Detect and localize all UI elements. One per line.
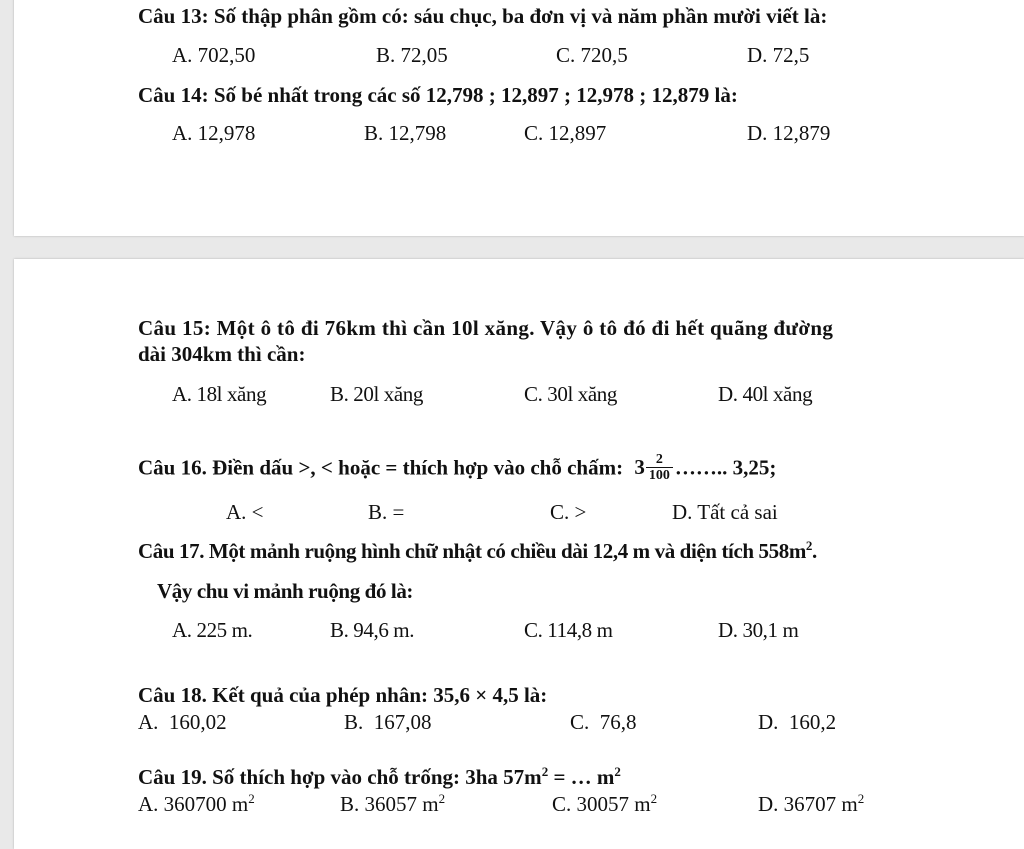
q15-option-a: A. 18l xăng <box>172 382 267 406</box>
q14-option-c: C. 12,897 <box>524 121 607 145</box>
q19-option-c-text: C. 30057 m <box>552 792 651 816</box>
q15-option-b: B. 20l xăng <box>330 382 424 406</box>
q19-option-a <box>138 792 255 816</box>
q19-superscript-1: 2 <box>541 764 549 779</box>
question-15-line-1: Câu 15: Một ô tô đi 76km thì cần 10l xăng. Vậy ô tô đó đi hết quãng đường <box>138 316 834 340</box>
q19-option-d-text: D. 36707 m <box>758 792 858 816</box>
q16-option-d: D. Tất cả sai <box>672 500 778 524</box>
q18-option-d: D. 160,2 <box>758 710 837 734</box>
document-page-2 <box>14 259 1024 849</box>
document-page-1 <box>14 0 1024 236</box>
q15-option-d: D. 40l xăng <box>718 382 813 406</box>
q16-fraction <box>646 452 673 483</box>
q19-option-b-text: B. 36057 m <box>340 792 439 816</box>
q19-option-c <box>552 792 657 816</box>
q16-question-suffix: …….. 3,25; <box>674 455 777 480</box>
q13-option-a: A. 702,50 <box>172 43 256 67</box>
question-19 <box>138 765 621 789</box>
q17-option-a: A. 225 m. <box>172 618 253 642</box>
q17-option-b: B. 94,6 m. <box>330 618 415 642</box>
q16-option-b: B. = <box>368 500 405 524</box>
question-17-line-1 <box>138 539 817 563</box>
q19-superscript-2: 2 <box>614 764 621 779</box>
q16-fraction-denominator: 100 <box>646 467 673 483</box>
q19-option-a-text: A. 360700 m <box>138 792 249 816</box>
question-16 <box>138 454 776 485</box>
q14-option-b: B. 12,798 <box>364 121 447 145</box>
q19-question-prefix: Câu 19. Số thích hợp vào chỗ trống: 3ha 57m <box>138 765 542 789</box>
q13-option-b: B. 72,05 <box>376 43 448 67</box>
q13-option-c: C. 720,5 <box>556 43 628 67</box>
q14-option-d: D. 12,879 <box>747 121 831 145</box>
q19-option-b-sup: 2 <box>438 791 446 806</box>
q16-fraction-numerator: 2 <box>655 452 663 467</box>
q19-option-b <box>340 792 445 816</box>
q19-option-c-sup: 2 <box>650 791 658 806</box>
q19-question-mid: = … m <box>548 765 615 789</box>
q17-area-superscript: 2 <box>805 538 813 553</box>
question-15-line-2: dài 304km thì cần: <box>138 342 306 366</box>
q16-option-c: C. > <box>550 500 587 524</box>
q19-option-d <box>758 792 864 816</box>
q19-option-a-sup: 2 <box>248 791 255 806</box>
question-13: Câu 13: Số thập phân gồm có: sáu chục, ba đơn vị và năm phần mười viết là: <box>138 4 828 28</box>
question-18: Câu 18. Kết quả của phép nhân: 35,6 × 4,5 là: <box>138 683 548 707</box>
question-17-line-2: Vậy chu vi mảnh ruộng đó là: <box>157 579 414 603</box>
question-14: Câu 14: Số bé nhất trong các số 12,798 ; 12,897 ; 12,978 ; 12,879 là: <box>138 83 738 107</box>
q17-line-1-text: Câu 17. Một mảnh ruộng hình chữ nhật có chiều dài 12,4 m và diện tích 558m <box>138 539 806 563</box>
q18-option-b: B. 167,08 <box>344 710 432 734</box>
q18-option-a: A. 160,02 <box>138 710 227 734</box>
q17-option-d: D. 30,1 m <box>718 618 799 642</box>
q16-mixed-whole: 3 <box>634 455 645 480</box>
q19-option-d-sup: 2 <box>857 791 865 806</box>
q18-option-c: C. 76,8 <box>570 710 637 734</box>
q17-option-c: C. 114,8 m <box>524 618 613 642</box>
q15-option-c: C. 30l xăng <box>524 382 618 406</box>
q16-option-a: A. < <box>226 500 264 524</box>
q16-question-prefix: Câu 16. Điền dấu >, < hoặc = thích hợp vào chỗ chấm: <box>138 455 624 480</box>
q17-line-1-end: . <box>812 539 817 563</box>
q13-option-d: D. 72,5 <box>747 43 810 67</box>
q14-option-a: A. 12,978 <box>172 121 256 145</box>
